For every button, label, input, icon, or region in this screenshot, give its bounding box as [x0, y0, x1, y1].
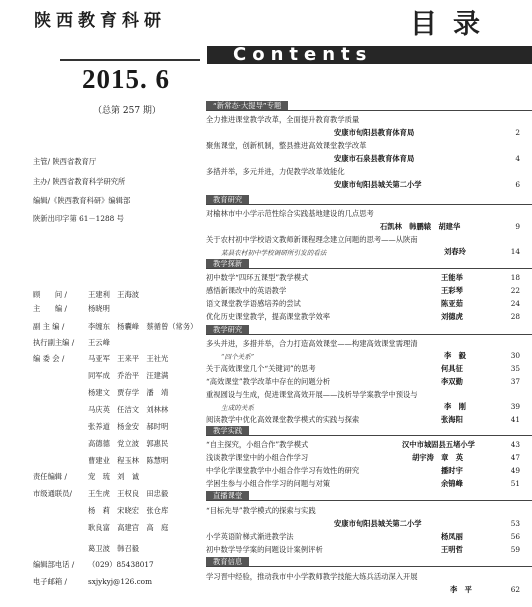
article-page: 51 [510, 479, 520, 488]
section-tag: 教学实践 [206, 426, 249, 436]
article-author: 安康市旬阳县教育体育局 [334, 128, 415, 137]
section-header-special-topic [206, 101, 532, 111]
article-author: 杨凤丽 [441, 532, 463, 541]
section-tag: “新常态·大提导”专题 [206, 101, 288, 111]
article-title[interactable]: 关于高效课堂几个“关键词”的思考 [206, 364, 316, 373]
article-title-continuation[interactable]: 生成的关系 [221, 404, 254, 412]
article-title[interactable]: 中学化学课堂教学中小组合作学习有效性的研究 [206, 466, 360, 475]
section-rule [206, 435, 532, 436]
staff-role: 编 委 会 / [33, 354, 65, 363]
article-title[interactable]: 聚焦课堂，创新机制，整县推进高效课堂教学改革 [206, 141, 367, 150]
staff-names: 宠 琉 刘 诚 [88, 472, 140, 481]
article-page: 35 [510, 364, 520, 373]
staff-role: 副 主 编 / [33, 322, 65, 331]
staff-names: 王云峰 [88, 338, 110, 347]
article-page: 56 [510, 532, 520, 541]
staff-names: 李缠东 杨囊峰 蔡循曾（常务） [88, 322, 198, 331]
article-title[interactable]: 优化历史课堂教学，提高课堂教学效率 [206, 312, 331, 321]
article-page: 53 [510, 519, 520, 528]
section-rule [206, 204, 532, 205]
article-author: 安康市旬阳县城关第二小学 [334, 519, 422, 528]
article-author: 王能举 [441, 273, 463, 282]
article-title[interactable]: 多头并进，多措并举，合力打造高效课堂——构建高效课堂需理清 [206, 339, 418, 348]
article-title[interactable]: 阅读教学中优化高效课堂教学模式的实践与探索 [206, 415, 360, 424]
article-page: 4 [515, 154, 520, 163]
staff-names: 王建利 王海波 [88, 290, 140, 299]
article-title[interactable]: 学困生参与小组合作学习的问题与对策 [206, 479, 331, 488]
article-title-continuation[interactable]: 某县农村初中学校调研所引发的看法 [221, 249, 327, 257]
article-title[interactable]: 全力推进课堂教学改革，全面提升教育教学质量 [206, 115, 360, 124]
toc-title: 目录 [410, 9, 496, 40]
staff-role: 电子邮箱 / [33, 577, 67, 586]
staff-names: 同军成 乔治平 汪建满 [88, 371, 169, 380]
article-author: 李双勤 [441, 377, 463, 386]
publication-info-line: 编辑/《陕西教育科研》编辑部 [33, 196, 131, 205]
article-page: 2 [515, 128, 520, 137]
header-rule [60, 59, 200, 61]
article-author: 刘德虎 [441, 312, 463, 321]
staff-names: 杨 莉 宋晓宏 张仓库 [88, 506, 169, 515]
contents-banner: Contents [207, 46, 532, 64]
article-title[interactable]: “目标先导”教学模式的探索与实践 [206, 506, 316, 515]
staff-names: sxjykyj@126.com [88, 577, 152, 586]
article-page: 39 [510, 402, 520, 411]
section-header-teaching-innovation [206, 259, 532, 269]
article-page: 28 [510, 312, 520, 321]
article-author: 胡宇涛 章 英 [412, 453, 464, 462]
article-author: 余锦峰 [441, 479, 463, 488]
article-page: 37 [510, 377, 520, 386]
article-author: 陈亚茹 [441, 299, 463, 308]
section-rule [206, 500, 532, 501]
staff-names: 高德德 党立波 郭惠民 [88, 439, 169, 448]
article-author: 刘春玲 [444, 247, 466, 256]
article-author: 何具征 [441, 364, 463, 373]
section-tag: 教学探新 [206, 259, 249, 269]
publication-info-line: 陕新出印字第 61－1288 号 [33, 214, 124, 223]
article-title[interactable]: “高效课堂”教学改革中存在的问题分析 [206, 377, 331, 386]
article-page: 6 [515, 180, 520, 189]
staff-role: 执行副主编 / [33, 338, 75, 347]
issue-total: （总第 257 期） [93, 106, 161, 116]
article-title[interactable]: 小学英语阶梯式渐进教学法 [206, 532, 294, 541]
staff-names: （029）85438017 [88, 560, 154, 569]
article-page: 41 [510, 415, 520, 424]
article-author: 李 刚 [444, 402, 466, 411]
staff-names: 杨晓明 [88, 304, 110, 313]
article-page: 59 [510, 545, 520, 554]
article-title[interactable]: 多措并举，多元并进，力促教学改革效能化 [206, 167, 345, 176]
section-tag: 教育研究 [206, 195, 249, 205]
article-author: 播时宇 [441, 466, 463, 475]
article-title[interactable]: 浅谈教学课堂中的小组合作学习 [206, 453, 309, 462]
article-author: 汉中市城固县五堵小学 [402, 440, 475, 449]
section-tag: 教学研究 [206, 325, 249, 335]
article-title[interactable]: 感悟新课改中的英语教学 [206, 286, 287, 295]
section-rule [206, 566, 532, 567]
article-author: 石凯林 韩鹏辕 胡建华 [380, 222, 461, 231]
article-page: 18 [510, 273, 520, 282]
section-rule [206, 334, 532, 335]
staff-names: 王生虎 王权良 田忠毅 [88, 489, 169, 498]
article-author: 张海阳 [441, 415, 463, 424]
section-header-live-classroom [206, 491, 532, 501]
article-title[interactable]: 初中数学“四环五课型”教学模式 [206, 273, 309, 282]
staff-names: 葛卫波 韩召毅 [88, 544, 140, 553]
article-author: 王彩琴 [441, 286, 463, 295]
article-page: 49 [510, 466, 520, 475]
article-page: 47 [510, 453, 520, 462]
staff-names: 马亚军 王来平 王社光 [88, 354, 169, 363]
section-rule [206, 110, 532, 111]
staff-names: 耿良富 高建宫 高 庭 [88, 523, 169, 532]
section-tag: 直播课堂 [206, 491, 249, 501]
publication-info-line: 主办/ 陕西省教育科学研究所 [33, 177, 126, 186]
staff-role: 市级通联员/ [33, 489, 72, 498]
section-header-teaching-practice [206, 426, 532, 436]
article-author: 王明哲 [441, 545, 463, 554]
article-title[interactable]: 学习晋中经验，推动我市中小学教师教学技能大练兵活动深入开展 [206, 572, 418, 581]
article-author: 李 毅 [444, 351, 466, 360]
publication-info-line: 主管/ 陕西省教育厅 [33, 157, 97, 166]
staff-role: 顾 问 / [33, 290, 67, 299]
article-page: 24 [510, 299, 520, 308]
staff-role: 责任编辑 / [33, 472, 67, 481]
article-page: 22 [510, 286, 520, 295]
section-header-teaching-research [206, 325, 532, 335]
article-page: 30 [510, 351, 520, 360]
article-page: 43 [510, 440, 520, 449]
article-title[interactable]: 对榆林市中小学示范性综合实践基地建设的几点思考 [206, 209, 374, 218]
section-header-education-research [206, 195, 532, 205]
issue-date: 2015. 6 [82, 64, 170, 94]
article-title[interactable]: 语文课堂教学语感培养的尝试 [206, 299, 301, 308]
article-title[interactable]: 初中数学导学案的问题设计案例评析 [206, 545, 323, 554]
journal-logo: 陕西教育科研 [34, 11, 166, 31]
staff-role: 主 编 / [33, 304, 67, 313]
article-page: 9 [515, 222, 520, 231]
staff-names: 曹建业 程玉林 陈慧明 [88, 456, 169, 465]
staff-role: 编辑部电话 / [33, 560, 75, 569]
article-author: 李 平 [450, 585, 472, 594]
section-rule [206, 268, 532, 269]
article-title[interactable]: 关于农村初中学校语文教师新课程理念建立问题的思考——从陕南 [206, 235, 418, 244]
article-author: 安康市旬阳县城关第二小学 [334, 180, 422, 189]
section-header-education-news [206, 557, 532, 567]
section-tag: 教育信息 [206, 557, 249, 567]
staff-names: 杨建文 贾存学 潘 靖 [88, 388, 169, 397]
article-page: 14 [510, 247, 520, 256]
article-title[interactable]: “自主探究，小组合作”教学模式 [206, 440, 309, 449]
staff-names: 张养道 杨金安 郝时明 [88, 422, 169, 431]
article-title[interactable]: 重视圆设与生成，促进课堂高效开展——浅析导学案教学中预设与 [206, 390, 418, 399]
staff-names: 马庆英 任洁文 刘林林 [88, 405, 169, 414]
article-page: 62 [510, 585, 520, 594]
article-author: 安康市石泉县教育体育局 [334, 154, 415, 163]
article-title-continuation[interactable]: “四个关系” [221, 353, 255, 361]
